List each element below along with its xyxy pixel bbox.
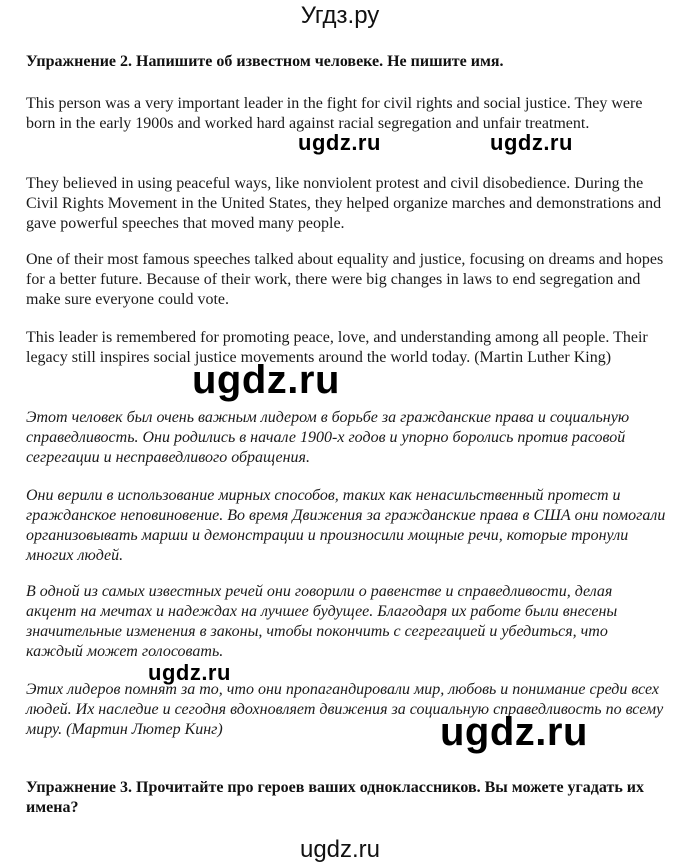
- english-paragraph-3: One of their most famous speeches talked about equality and justice, focusing on dreams and hopes for a better future. Because of their work, there were big changes in laws to end segregation and make sure everyone could vote.: [26, 251, 664, 308]
- english-paragraph-2: They believed in using peaceful ways, like nonviolent protest and civil disobedience. During the Civil Rights Movement in the United States, they helped organize marches and demonstrations and gave powerful speeches that moved many people.: [26, 175, 662, 232]
- russian-paragraph-4: Этих лидеров помнят за то, что они пропагандировали мир, любовь и понимание среди всех людей. Их наследие и сегодня вдохновляет движения за социальную справедливость по всему миру. (Мартин Лютер Кинг): [26, 681, 664, 738]
- watermark-3: ugdz.ru: [192, 358, 340, 402]
- watermark-5: ugdz.ru: [440, 710, 588, 754]
- watermark-2: ugdz.ru: [490, 130, 573, 155]
- site-header: Угдз.ру: [300, 2, 380, 29]
- site-footer: ugdz.ru: [299, 836, 381, 863]
- english-paragraph-1: This person was a very important leader in the fight for civil rights and social justice. They were born in the early 1900s and worked hard against racial segregation and unfair treatment.: [26, 95, 643, 132]
- russian-paragraph-2: Они верили в использование мирных способов, таких как ненасильственный протест и гражданское неповиновение. Во время Движения за гражданские права в США они помогали организовывать марши и демонстрации и произносили мощные речи, которые тронули многих людей.: [26, 487, 666, 564]
- english-paragraph-4: This leader is remembered for promoting peace, love, and understanding among all people. Their legacy still inspires social justice movements around the world today. (Martin Luther King): [26, 329, 648, 366]
- russian-paragraph-1: Этот человек был очень важным лидером в борьбе за гражданские права и социальную справедливость. Они родились в начале 1900-х годов и упорно боролись против расовой сегрегации и несправедливого обращения.: [26, 409, 630, 466]
- exercise-3-heading: Упражнение 3. Прочитайте про героев ваших одноклассников. Вы можете угадать их имена?: [26, 779, 645, 816]
- exercise-2-heading: Упражнение 2. Напишите об известном человеке. Не пишите имя.: [26, 53, 504, 70]
- watermark-1: ugdz.ru: [298, 130, 381, 155]
- russian-paragraph-3: В одной из самых известных речей они говорили о равенстве и справедливости, делая акцент на мечтах и надеждах на лучшее будущее. Благодаря их работе были внесены значительные изменения в законы, чтобы покончить с сегрегацией и убедиться, что каждый может голосовать.: [26, 583, 618, 660]
- watermark-4: ugdz.ru: [148, 660, 231, 685]
